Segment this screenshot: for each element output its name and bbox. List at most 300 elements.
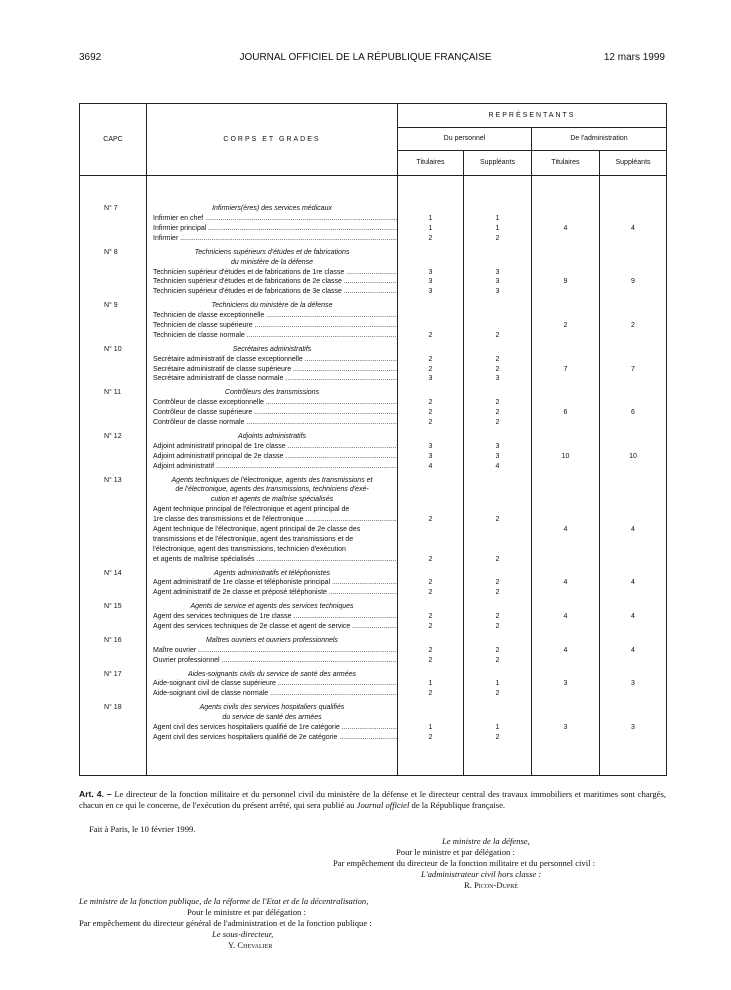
personnel-suppleants-value xyxy=(464,248,531,258)
group-title: Techniciens supérieurs d'études et de fabrications xyxy=(194,248,350,256)
personnel-titulaires-value xyxy=(398,321,463,331)
table-cell-line xyxy=(80,287,146,297)
col-corps-grades: CORPS ET GRADES xyxy=(147,104,398,176)
personnel-titulaires-value: 3 xyxy=(428,442,433,450)
admin-titulaires-value xyxy=(532,670,599,680)
capc-number: N° 18 xyxy=(104,704,122,712)
personnel-suppleants-value xyxy=(464,311,531,321)
personnel-titulaires-value xyxy=(398,545,463,555)
personnel-suppleants-value xyxy=(464,476,531,486)
admin-suppleants-value xyxy=(600,713,666,723)
admin-titulaires-value xyxy=(532,355,599,365)
admin-titulaires-value xyxy=(532,588,599,598)
personnel-suppleants-value: 2 xyxy=(495,690,500,698)
personnel-suppleants-value: 3 xyxy=(495,442,500,450)
personnel-titulaires-value xyxy=(398,525,463,535)
personnel-titulaires-value: 3 xyxy=(428,452,433,460)
admin-titulaires-value xyxy=(532,268,599,278)
admin-suppleants-value xyxy=(600,258,666,268)
group-spacer xyxy=(464,743,531,747)
personnel-titulaires-value: 2 xyxy=(428,613,433,621)
personnel-suppleants-value: 2 xyxy=(495,589,500,597)
admin-titulaires-value: 9 xyxy=(563,278,568,286)
table-cell-line xyxy=(80,733,146,743)
article-text-end: de la République française. xyxy=(411,799,506,810)
personnel-titulaires-value: 1 xyxy=(428,680,433,688)
grade-label: 1re classe des transmissions et de l'électronique ..... xyxy=(147,515,397,525)
personnel-suppleants-value: 3 xyxy=(495,452,500,460)
col-representants: REPRÉSENTANTS xyxy=(398,104,667,128)
article-journal: Journal officiel xyxy=(356,799,410,810)
admin-titulaires-value: 7 xyxy=(563,365,568,373)
col-admin-titulaires: Titulaires xyxy=(532,151,600,176)
personnel-suppleants-value xyxy=(464,301,531,311)
done-at: Fait à Paris, le 10 février 1999. xyxy=(89,824,196,834)
col-administration: De l'administration xyxy=(532,128,667,151)
personnel-suppleants-value: 2 xyxy=(495,516,500,524)
admin-titulaires-value: 3 xyxy=(563,680,568,688)
personnel-titulaires-value: 2 xyxy=(428,656,433,664)
table-cell-line xyxy=(80,365,146,375)
admin-titulaires-value xyxy=(532,636,599,646)
admin-suppleants-value: 2 xyxy=(631,322,635,330)
admin-suppleants-value: 3 xyxy=(631,680,635,688)
admin-suppleants-value: 7 xyxy=(631,365,635,373)
personnel-suppleants-value: 3 xyxy=(495,278,500,286)
admin-titulaires-value xyxy=(532,345,599,355)
personnel-suppleants-value xyxy=(464,636,531,646)
personnel-suppleants-value: 2 xyxy=(495,555,500,563)
table-cell-line xyxy=(80,515,146,525)
personnel-titulaires-value xyxy=(398,432,463,442)
admin-titulaires-value xyxy=(532,234,599,244)
table-cell-line xyxy=(80,612,146,622)
table-cell-line xyxy=(80,588,146,598)
table-cell-line xyxy=(80,398,146,408)
representatives-table xyxy=(79,103,667,776)
personnel-suppleants-value: 2 xyxy=(495,365,500,373)
personnel-titulaires-value xyxy=(398,535,463,545)
admin-titulaires-value xyxy=(532,515,599,525)
personnel-suppleants-value xyxy=(464,505,531,515)
group-title: de l'électronique, agents des transmissions, techniciens d'exé- xyxy=(175,486,369,494)
admin-suppleants-value xyxy=(600,670,666,680)
admin-titulaires-value xyxy=(532,545,599,555)
personnel-suppleants-value: 3 xyxy=(495,375,500,383)
corps-grades-column xyxy=(147,176,398,776)
admin-suppleants-value: 3 xyxy=(631,723,635,731)
sig2-line3: Le sous-directeur, xyxy=(212,929,274,939)
table-cell-line xyxy=(80,234,146,244)
grade-label: Agent administratif de 2e classe et préposé téléphoniste ..... xyxy=(147,588,397,598)
admin-suppleants-value xyxy=(600,432,666,442)
capc-number: N° 8 xyxy=(104,248,118,256)
personnel-suppleants-value xyxy=(464,485,531,495)
table-cell-line xyxy=(80,545,146,555)
capc-number: N° 15 xyxy=(104,603,122,611)
grade-label: Technicien de classe exceptionnelle ..... xyxy=(147,311,397,321)
group-title: Agents techniques de l'électronique, agents des transmissions et xyxy=(171,476,373,484)
table-cell-line xyxy=(80,578,146,588)
table-cell-line xyxy=(80,656,146,666)
grade-label: Technicien de classe supérieure ..... xyxy=(147,321,397,331)
group-title: du ministère de la défense xyxy=(230,258,314,266)
admin-titulaires-value xyxy=(532,555,599,565)
personnel-titulaires-value: 2 xyxy=(428,234,433,242)
admin-titulaires-value: 4 xyxy=(563,579,568,587)
personnel-suppleants-value xyxy=(464,204,531,214)
article-4 xyxy=(79,789,666,810)
capc-number: N° 17 xyxy=(104,670,122,678)
personnel-suppleants-value: 2 xyxy=(495,646,500,654)
admin-suppleants-value xyxy=(600,515,666,525)
admin-titulaires-value xyxy=(532,602,599,612)
group-title: cution et agents de maîtrise spécialisés xyxy=(210,496,334,504)
group-title: Agents civils des services hospitaliers qualifiés xyxy=(199,704,345,712)
personnel-suppleants-value xyxy=(464,258,531,268)
table-cell-line xyxy=(80,277,146,287)
admin-suppleants-value xyxy=(600,355,666,365)
admin-titulaires-value xyxy=(532,374,599,384)
table-cell-line xyxy=(80,505,146,515)
admin-titulaires-value: 6 xyxy=(563,409,568,417)
personnel-suppleants-value xyxy=(464,569,531,579)
sig1-name: R. Picon-Dupré xyxy=(464,880,518,890)
admin-titulaires-value: 4 xyxy=(563,646,568,654)
admin-suppleants-value xyxy=(600,331,666,341)
admin-titulaires-value xyxy=(532,204,599,214)
personnel-titulaires-value: 4 xyxy=(428,462,433,470)
table-cell-line xyxy=(80,689,146,699)
grade-label: transmissions et de l'électronique, agent des transmissions et de xyxy=(153,535,354,543)
admin-titulaires-value: 4 xyxy=(563,225,568,233)
personnel-titulaires-value: 3 xyxy=(428,278,433,286)
admin-suppleants-value xyxy=(600,388,666,398)
admin-titulaires-value xyxy=(532,622,599,632)
personnel-titulaires-value xyxy=(398,345,463,355)
table-cell-line xyxy=(80,535,146,545)
personnel-titulaires-value xyxy=(398,713,463,723)
col-personnel-suppleants: Suppléants xyxy=(464,151,532,176)
table-cell-line xyxy=(80,555,146,565)
admin-titulaires-value xyxy=(532,258,599,268)
sig1-line2: Par empêchement du directeur de la fonction militaire et du personnel civil : xyxy=(333,858,596,868)
personnel-titulaires-value: 2 xyxy=(428,579,433,587)
table-cell-line xyxy=(80,679,146,689)
admin-titulaires-value xyxy=(532,495,599,505)
admin-titulaires-value xyxy=(532,442,599,452)
personnel-suppleants-value: 2 xyxy=(495,613,500,621)
personnel-titulaires-column xyxy=(398,176,464,776)
admin-titulaires-value xyxy=(532,505,599,515)
table-cell-line xyxy=(80,452,146,462)
table-cell-line xyxy=(80,495,146,505)
admin-titulaires-column xyxy=(532,176,600,776)
table-cell-line xyxy=(80,224,146,234)
sig2-title: Le ministre de la fonction publique, de la réforme de l'Etat et de la décentralisation, xyxy=(79,896,369,906)
capc-number: N° 7 xyxy=(104,205,118,213)
article-label: Art. 4. – xyxy=(79,789,112,799)
personnel-suppleants-value xyxy=(464,495,531,505)
admin-suppleants-value: 9 xyxy=(631,278,635,286)
personnel-titulaires-value: 2 xyxy=(428,733,433,741)
personnel-titulaires-value xyxy=(398,204,463,214)
table-cell-line xyxy=(80,646,146,656)
table-cell-line xyxy=(80,418,146,428)
admin-suppleants-value: 10 xyxy=(629,452,637,460)
table-cell-line xyxy=(80,525,146,535)
grade-label: Technicien supérieur d'études et de fabrications de 3e classe ..... xyxy=(147,287,397,297)
group-title: Maîtres ouvriers et ouvriers professionnels xyxy=(206,636,338,644)
grade-label: Infirmier principal ..... xyxy=(147,224,397,234)
personnel-suppleants-value: 2 xyxy=(495,234,500,242)
admin-suppleants-value: 4 xyxy=(631,525,635,533)
admin-suppleants-value xyxy=(600,689,666,699)
admin-titulaires-value xyxy=(532,287,599,297)
personnel-titulaires-value xyxy=(398,670,463,680)
capc-number: N° 13 xyxy=(104,476,122,484)
sig2-name: Y. Chevalier xyxy=(228,940,273,950)
sig2-line1: Pour le ministre et par délégation : xyxy=(187,907,306,917)
personnel-titulaires-value: 2 xyxy=(428,419,433,427)
grade-label: Agent des services techniques de 2e classe et agent de service ..... xyxy=(147,622,397,632)
personnel-suppleants-value xyxy=(464,345,531,355)
grade-label: Agent civil des services hospitaliers qualifié de 1re catégorie ..... xyxy=(147,723,397,733)
admin-suppleants-value xyxy=(600,268,666,278)
personnel-titulaires-value: 3 xyxy=(428,375,433,383)
personnel-titulaires-value: 2 xyxy=(428,516,433,524)
capc-number: N° 16 xyxy=(104,636,122,644)
grade-label: Contrôleur de classe normale ..... xyxy=(147,418,397,428)
admin-suppleants-value xyxy=(600,555,666,565)
group-title: Agents de service et agents des services techniques xyxy=(190,603,354,611)
personnel-titulaires-value: 1 xyxy=(428,215,433,223)
admin-titulaires-value xyxy=(532,311,599,321)
capc-number: N° 10 xyxy=(104,345,122,353)
personnel-suppleants-value xyxy=(464,545,531,555)
table-cell-line xyxy=(80,268,146,278)
personnel-titulaires-value: 2 xyxy=(428,399,433,407)
table-cell-line xyxy=(80,258,146,268)
personnel-titulaires-value xyxy=(398,703,463,713)
personnel-titulaires-value: 2 xyxy=(428,589,433,597)
grade-label: Aide-soignant civil de classe supérieure ..... xyxy=(147,679,397,689)
personnel-suppleants-value: 2 xyxy=(495,331,500,339)
personnel-titulaires-value xyxy=(398,569,463,579)
personnel-titulaires-value xyxy=(398,311,463,321)
personnel-suppleants-value xyxy=(464,525,531,535)
table-cell-line xyxy=(80,485,146,495)
grade-label: Contrôleur de classe exceptionnelle ..... xyxy=(147,398,397,408)
table-cell-line xyxy=(80,622,146,632)
personnel-titulaires-value xyxy=(398,602,463,612)
admin-suppleants-value xyxy=(600,301,666,311)
admin-suppleants-value xyxy=(600,476,666,486)
article-text: Le directeur de la fonction militaire et du personnel civil du ministère de la défense et le directeur central des travaux immobiliers et maritimes sont chargés, chacun en ce qui le concerne, de l'exécution du présent arrêté, qui sera publié au xyxy=(79,789,666,810)
admin-suppleants-value xyxy=(600,204,666,214)
personnel-suppleants-value: 2 xyxy=(495,409,500,417)
table-cell-line xyxy=(80,462,146,472)
admin-titulaires-value xyxy=(532,656,599,666)
admin-titulaires-value xyxy=(532,301,599,311)
admin-suppleants-value xyxy=(600,545,666,555)
capc-number: N° 9 xyxy=(104,302,118,310)
grade-label: Infirmier en chef ..... xyxy=(147,214,397,224)
grade-label: Maître ouvrier ..... xyxy=(147,646,397,656)
personnel-suppleants-value: 2 xyxy=(495,733,500,741)
sig1-line3: L'administrateur civil hors classe : xyxy=(421,869,542,879)
personnel-suppleants-value xyxy=(464,432,531,442)
admin-suppleants-value xyxy=(600,588,666,598)
personnel-titulaires-value xyxy=(398,388,463,398)
admin-suppleants-value xyxy=(600,418,666,428)
table-cell-line xyxy=(80,311,146,321)
admin-suppleants-value xyxy=(600,214,666,224)
admin-suppleants-value xyxy=(600,442,666,452)
admin-titulaires-value xyxy=(532,535,599,545)
capc-number: N° 14 xyxy=(104,569,122,577)
group-title: Aides-soignants civils du service de santé des armées xyxy=(187,670,357,678)
admin-titulaires-value xyxy=(532,733,599,743)
personnel-suppleants-value: 1 xyxy=(495,225,500,233)
personnel-suppleants-value: 2 xyxy=(495,656,500,664)
table-cell-line xyxy=(80,355,146,365)
admin-titulaires-value xyxy=(532,331,599,341)
admin-suppleants-value: 4 xyxy=(631,613,635,621)
admin-suppleants-value xyxy=(600,636,666,646)
personnel-titulaires-value: 2 xyxy=(428,646,433,654)
admin-suppleants-value: 4 xyxy=(631,579,635,587)
col-admin-suppleants: Suppléants xyxy=(600,151,667,176)
capc-column xyxy=(80,176,147,776)
journal-title: JOURNAL OFFICIEL DE LA RÉPUBLIQUE FRANÇAISE xyxy=(239,52,492,63)
grade-label: Agent civil des services hospitaliers qualifié de 2e catégorie ..... xyxy=(147,733,397,743)
admin-titulaires-value xyxy=(532,388,599,398)
personnel-suppleants-value xyxy=(464,670,531,680)
personnel-suppleants-value xyxy=(464,703,531,713)
personnel-suppleants-column xyxy=(464,176,532,776)
admin-titulaires-value xyxy=(532,214,599,224)
admin-titulaires-value xyxy=(532,418,599,428)
group-spacer xyxy=(147,743,397,747)
grade-label: l'électronique, agent des transmissions, technicien d'exécution xyxy=(153,545,346,553)
group-title: Secrétaires administratifs xyxy=(232,345,312,353)
personnel-titulaires-value: 2 xyxy=(428,355,433,363)
admin-titulaires-value xyxy=(532,689,599,699)
admin-titulaires-value: 3 xyxy=(563,723,568,731)
grade-label: Adjoint administratif principal de 1re classe ..... xyxy=(147,442,397,452)
admin-suppleants-value xyxy=(600,398,666,408)
admin-suppleants-value: 6 xyxy=(631,409,635,417)
admin-suppleants-value xyxy=(600,622,666,632)
personnel-titulaires-value xyxy=(398,301,463,311)
personnel-suppleants-value: 1 xyxy=(495,680,500,688)
group-spacer xyxy=(80,743,146,747)
admin-titulaires-value xyxy=(532,248,599,258)
admin-suppleants-column xyxy=(600,176,667,776)
admin-titulaires-value xyxy=(532,476,599,486)
page-number: 3692 xyxy=(79,52,102,63)
admin-suppleants-value xyxy=(600,234,666,244)
personnel-titulaires-value: 1 xyxy=(428,723,433,731)
personnel-suppleants-value: 4 xyxy=(495,462,500,470)
sig1-title: Le ministre de la défense, xyxy=(442,836,530,846)
col-personnel-titulaires: Titulaires xyxy=(398,151,464,176)
admin-suppleants-value xyxy=(600,462,666,472)
grade-label: Aide-soignant civil de classe normale ..... xyxy=(147,689,397,699)
sig1-line1: Pour le ministre et par délégation : xyxy=(396,847,515,857)
grade-label: Secrétaire administratif de classe supérieure ..... xyxy=(147,365,397,375)
personnel-titulaires-value xyxy=(398,636,463,646)
grade-label: Secrétaire administratif de classe exceptionnelle ..... xyxy=(147,355,397,365)
table-cell-line xyxy=(80,331,146,341)
personnel-titulaires-value: 2 xyxy=(428,690,433,698)
admin-titulaires-value: 2 xyxy=(563,322,568,330)
grade-label: Agent administratif de 1re classe et téléphoniste principal ..... xyxy=(147,578,397,588)
personnel-titulaires-value xyxy=(398,485,463,495)
personnel-titulaires-value: 3 xyxy=(428,268,433,276)
col-capc: CAPC xyxy=(80,104,147,176)
personnel-suppleants-value: 1 xyxy=(495,215,500,223)
personnel-titulaires-value: 1 xyxy=(428,225,433,233)
sig2-line2: Par empêchement du directeur général de l'administration et de la fonction publique : xyxy=(79,918,372,928)
table-cell-line xyxy=(80,723,146,733)
grade-label: Infirmier ..... xyxy=(147,234,397,244)
personnel-titulaires-value xyxy=(398,495,463,505)
personnel-titulaires-value xyxy=(398,258,463,268)
personnel-titulaires-value: 2 xyxy=(428,555,433,563)
admin-suppleants-value: 4 xyxy=(631,646,635,654)
admin-titulaires-value xyxy=(532,398,599,408)
personnel-titulaires-value: 2 xyxy=(428,409,433,417)
group-title: du service de santé des armées xyxy=(222,714,322,722)
table-cell-line xyxy=(80,214,146,224)
grade-label: Adjoint administratif principal de 2e classe ..... xyxy=(147,452,397,462)
grade-label: Secrétaire administratif de classe normale ..... xyxy=(147,374,397,384)
personnel-suppleants-value xyxy=(464,535,531,545)
group-title: Adjoints administratifs xyxy=(237,432,307,440)
admin-suppleants-value xyxy=(600,495,666,505)
personnel-suppleants-value xyxy=(464,321,531,331)
admin-suppleants-value xyxy=(600,311,666,321)
admin-titulaires-value xyxy=(532,462,599,472)
group-title: Infirmiers(ères) des services médicaux xyxy=(212,205,332,213)
group-spacer xyxy=(532,743,599,747)
personnel-suppleants-value: 2 xyxy=(495,419,500,427)
admin-suppleants-value xyxy=(600,505,666,515)
personnel-suppleants-value: 2 xyxy=(495,579,500,587)
admin-suppleants-value xyxy=(600,287,666,297)
personnel-titulaires-value xyxy=(398,505,463,515)
admin-suppleants-value xyxy=(600,248,666,258)
personnel-suppleants-value: 2 xyxy=(495,622,500,630)
col-du-personnel: Du personnel xyxy=(398,128,532,151)
grade-label: Agent technique de l'électronique, agent principal de 2e classe des xyxy=(153,525,361,533)
personnel-titulaires-value xyxy=(398,476,463,486)
personnel-suppleants-value xyxy=(464,713,531,723)
admin-suppleants-value xyxy=(600,602,666,612)
table-cell-line xyxy=(80,442,146,452)
admin-titulaires-value: 10 xyxy=(561,452,570,460)
group-spacer xyxy=(398,743,463,747)
personnel-suppleants-value xyxy=(464,388,531,398)
group-title: Techniciens du ministère de la défense xyxy=(211,302,333,310)
capc-number: N° 12 xyxy=(104,432,122,440)
admin-titulaires-value: 4 xyxy=(563,525,568,533)
grade-label: Technicien supérieur d'études et de fabrications de 1re classe ..... xyxy=(147,268,397,278)
personnel-suppleants-value: 1 xyxy=(495,723,500,731)
table-cell-line xyxy=(80,713,146,723)
